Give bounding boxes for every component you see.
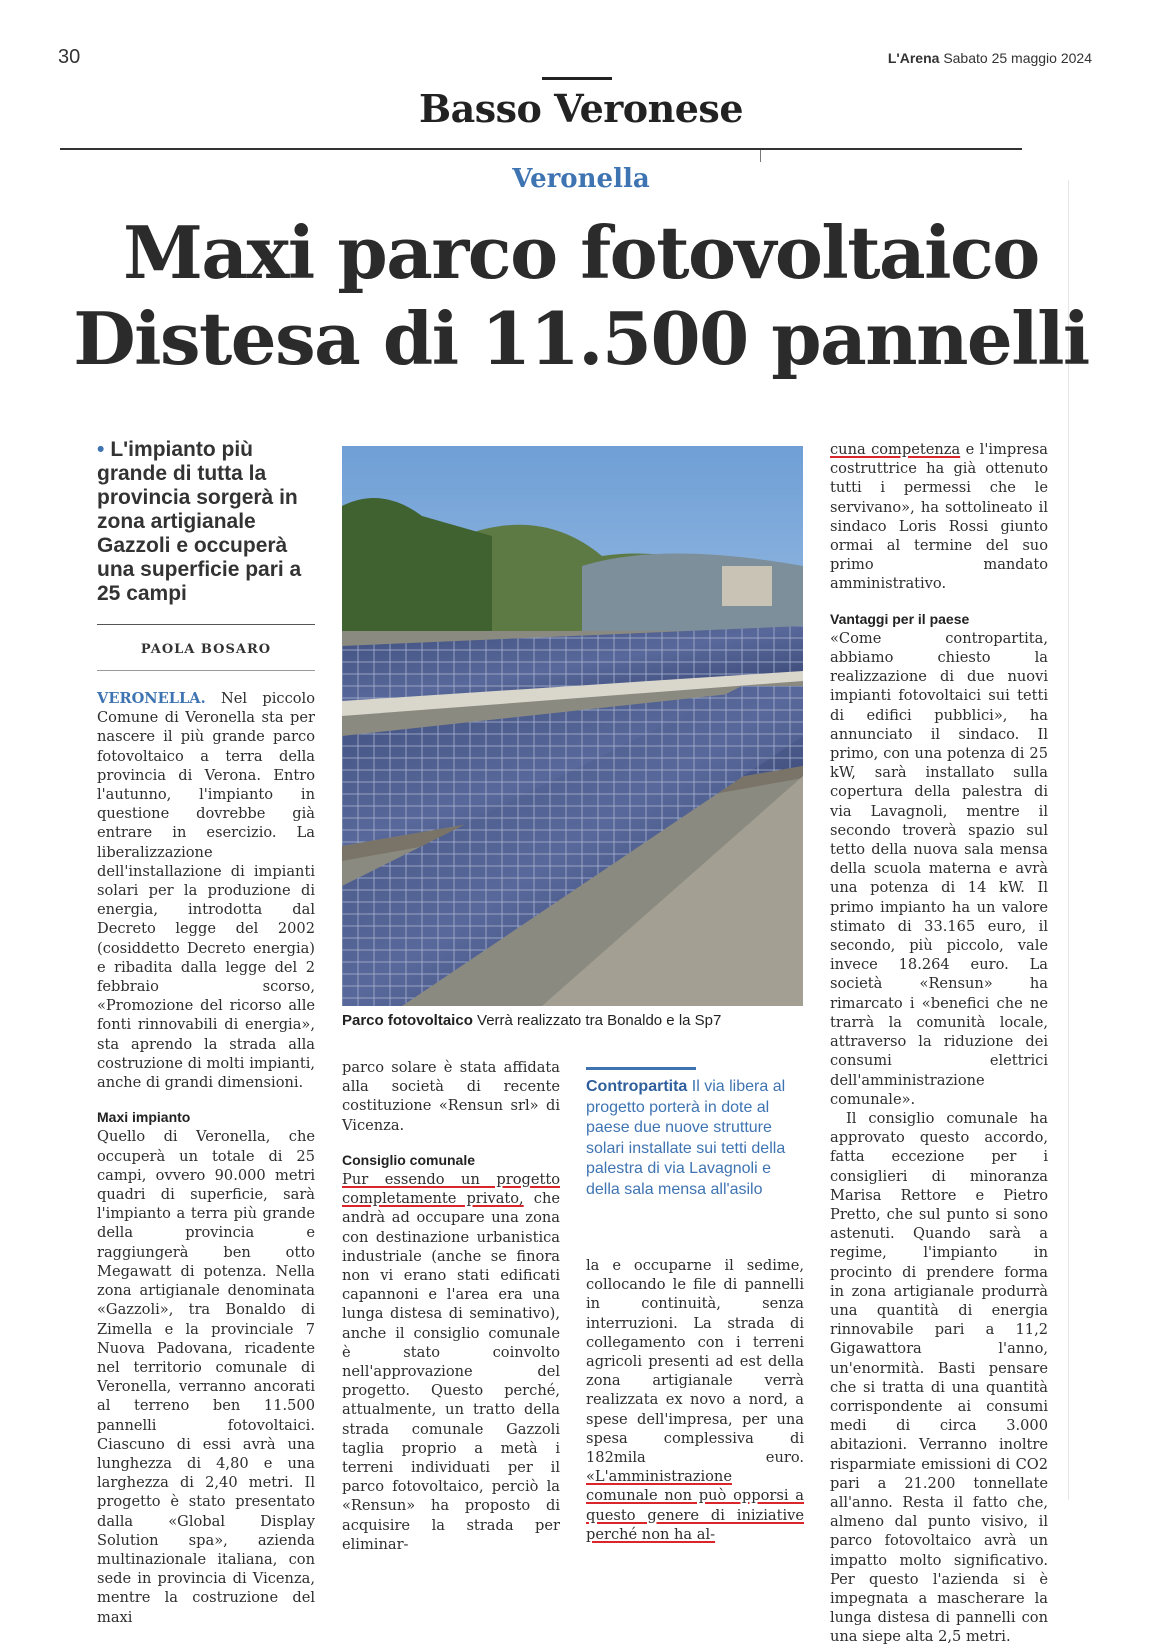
headline-line-2: Distesa di 11.500 pannelli — [73, 296, 1089, 381]
subhead-maxi-impianto: Maxi impianto — [97, 1109, 191, 1126]
highlighted-phrase: cuna competenza — [830, 441, 961, 458]
headline-line-1: Maxi parco fotovoltaico — [123, 210, 1039, 295]
paragraph: Il consiglio comunale ha approvato questo accordo, fatta eccezione per i consiglieri di minoranza Marisa Rettore e Pietro Pretto, che sul punto si sono astenuti. Quando sarà a regime, l'impianto in procinto di prendere forma in zona artigianale produrrà una quantità di energia rinnovabile pari a 11,2 Gigawattora l'anno, un'enormità. Basti pensare che si tratta di una quantità corrispondente ai consumi medi di circa 3.000 abitazioni. Verranno inoltre risparmiate emissioni di CO2 pari a 21.200 tonnellate all'anno. Resta il fatto che, almeno dal punto visivo, il parco fotovoltaico avrà un impatto molto significativo. Per questo l'azienda si è impegnata a mascherare la lunga distesa di pannelli con una siepe alta 2,5 metri. — [830, 1109, 1048, 1646]
paragraph: e l'impresa costruttrice ha già ottenuto tutti i permessi che le servivano», ha sottolineato il sindaco Loris Rossi giunto ormai al termine del suo primo mandato amministrativo. — [830, 441, 1049, 593]
byline-rule-top — [97, 624, 315, 625]
callout-text: Il via libera al progetto porterà in dote al paese due nuove strutture solari installate sui tetti della palestra di via Lavagnoli e della sala mensa all'asilo — [586, 1078, 786, 1198]
caption-label: Parco fotovoltaico — [342, 1012, 473, 1029]
newspaper-name: L'Arena — [887, 50, 940, 66]
page-number: 30 — [58, 46, 81, 68]
dateline: VERONELLA. — [97, 690, 206, 707]
section-title: Basso Veronese — [418, 86, 743, 131]
subhead-consiglio-comunale: Consiglio comunale — [342, 1151, 476, 1168]
article-kicker: Veronella — [512, 164, 650, 194]
callout-rule — [586, 1067, 696, 1070]
paragraph: Quello di Veronella, che occuperà un totale di 25 campi, ovvero 90.000 metri quadri di superficie, sarà l'impianto a terra più grande della provincia e raggiungerà ben otto Megawatt di potenza. Nella zona artigianale denominata «Gazzoli», tra Bonaldo di Zimella e la provinciale 7 Nuova Padovana, ricadente nel territorio comunale di Veronella, verranno ancorati al terreno ben 11.500 pannelli fotovoltaici. Ciascuno di essi avrà una lunghezza di 4,80 e una larghezza di 2,40 metri. Il progetto è stato presentato dalla «Global Display Solution spa», azienda multinazionale italiana, con sede in provincia di Vicenza, mentre la costruzione del maxi — [97, 1128, 315, 1626]
byline-rule-bottom — [97, 670, 315, 671]
subhead-vantaggi: Vantaggi per il paese — [830, 610, 970, 627]
article-column-4 — [830, 440, 1048, 1647]
issue-date: Sabato 25 maggio 2024 — [943, 50, 1092, 66]
section-divider — [60, 148, 1022, 150]
article-column-2 — [342, 1058, 560, 1554]
solar-park-photo — [342, 446, 803, 1006]
masthead — [888, 50, 1092, 66]
article-summary — [97, 438, 322, 606]
section-rule-top — [542, 77, 612, 80]
highlighted-phrase: «L'amministrazione comunale non può opporsi a questo genere di iniziative perché non ha al- — [586, 1468, 804, 1543]
caption-text: Verrà realizzato tra Bonaldo e la Sp7 — [477, 1012, 722, 1029]
paragraph: «Come contropartita, abbiamo chiesto la realizzazione di due nuovi impianti fotovoltaici sui tetti di edifici pubblici», ha annunciato il sindaco. Il primo, con una potenza di 25 kW, sarà installato sulla copertura della palestra di via Lavagnoli, mentre il secondo troverà spazio sul tetto della nuova sala mensa della scuola materna e avrà una potenza di 14 kW. Il primo impianto ha un valore stimato di 33.165 euro, il secondo, più piccolo, vale invece 18.264 euro. La società «Rensun» ha rimarcato i «benefici che ne trarrà la comunità locale, attraverso la riduzione dei consumi elettrici dell'amministrazione comunale». — [830, 629, 1048, 1108]
summary-text: L'impianto più grande di tutta la provincia sorgerà in zona artigianale Gazzoli e occuperà una superficie pari a 25 campi — [97, 438, 302, 605]
paragraph: la e occuparne il sedime, collocando le file di pannelli in continuità, senza interruzioni. La strada di collegamento con i terreni agricoli presenti ad est della zona artigianale verrà realizzata ex novo a nord, a spese dell'impresa, per una spesa complessiva di 182mila euro. — [586, 1257, 804, 1467]
article-headline — [40, 210, 1122, 382]
article-column-3 — [586, 1256, 804, 1544]
paragraph: parco solare è stata affidata alla società di recente costituzione «Rensun srl» di Vicenza. — [342, 1059, 560, 1134]
column-tick — [760, 150, 761, 162]
photo-caption — [342, 1012, 812, 1029]
bullet-dot-icon: • — [97, 438, 105, 461]
callout-box — [586, 1077, 808, 1200]
callout-label: Contropartita — [586, 1078, 688, 1095]
byline: PAOLA BOSARO — [140, 642, 272, 657]
article-column-1 — [97, 689, 315, 1627]
lead-paragraph: Nel piccolo Comune di Veronella sta per nascere il più grande parco fotovoltaico a terra della provincia di Verona. Entro l'autunno, l'impianto in questione dovrebbe già entrare in esercizio. La liberalizzazione dell'installazione di impianti solari per la produzione di energia, introdotta dal Decreto legge del 2002 (cosiddetto Decreto energia) e ribadita dalla legge del 2 febbraio scorso, «Promozione del ricorso alle fonti rinnovabili di energia», sta aprendo la strada alla costruzione di molti impianti, anche di grandi dimensioni. — [97, 690, 316, 1092]
paragraph: che andrà ad occupare una zona con destinazione urbanistica industriale (anche se finora non vi erano stati edificati capannoni e l'area era una lunga distesa di seminativo), anche il consiglio comunale è stato coinvolto nell'approvazione del progetto. Questo perché, attualmente, un tratto della strada comunale Gazzoli taglia proprio a metà i terreni individuati per il parco fotovoltaico, perciò la «Rensun» ha proposto di acquisire la strada per eliminar- — [342, 1190, 561, 1553]
highlighted-phrase: Pur essendo un progetto completamente privato, — [342, 1171, 560, 1208]
